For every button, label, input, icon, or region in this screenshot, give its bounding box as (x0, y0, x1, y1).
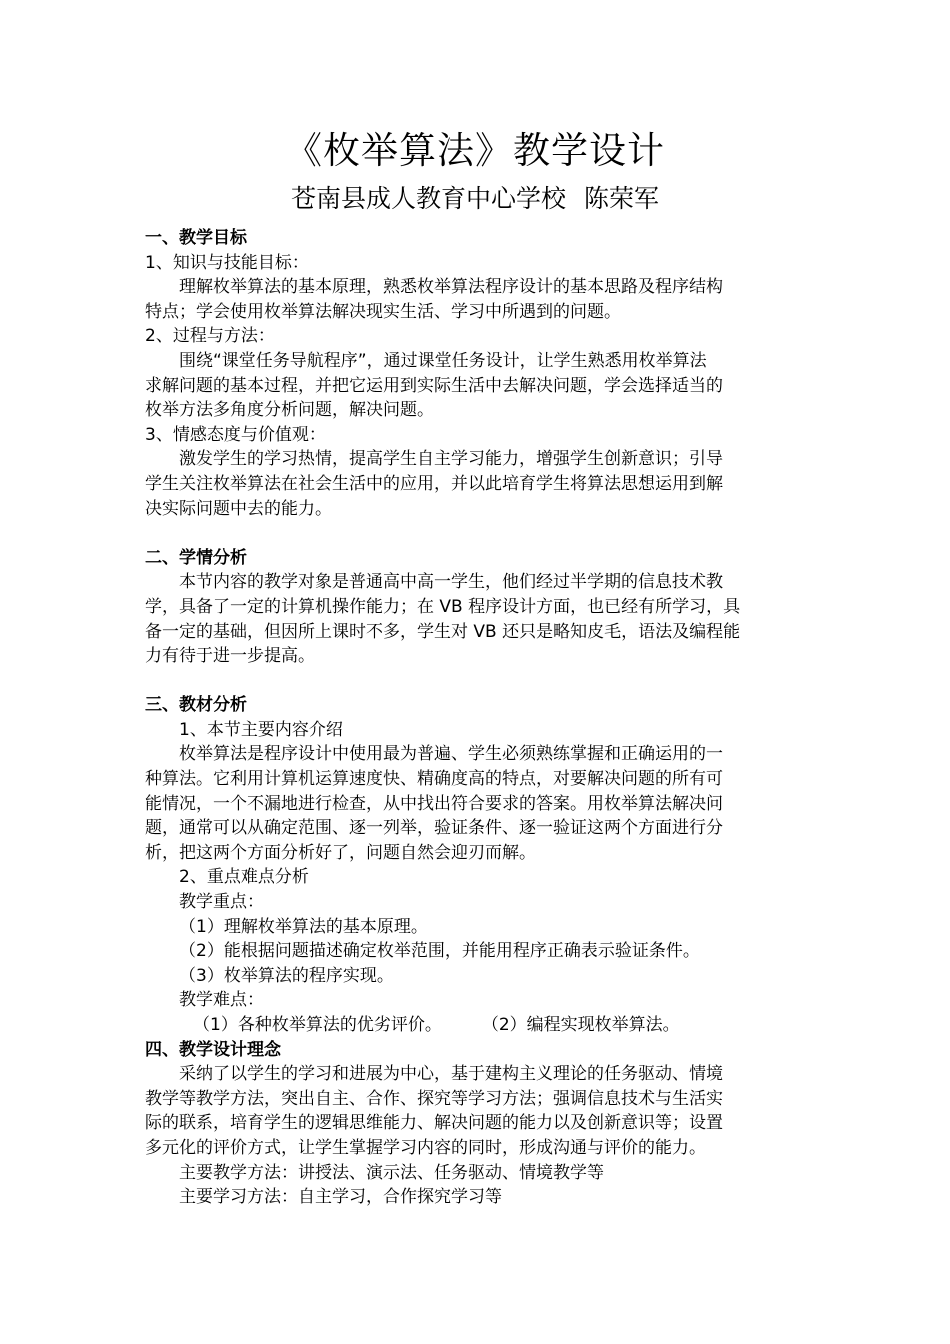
paragraph-line: 学，具备了一定的计算机操作能力；在 VB 程序设计方面，也已经有所学习，具 (145, 596, 741, 617)
paragraph-line: 种算法。它利用计算机运算速度快、精确度高的特点，对要解决问题的所有可 (145, 769, 723, 790)
section-heading-3: 三、教材分析 (145, 695, 247, 716)
paragraph-line: 枚举方法多角度分析问题，解决问题。 (145, 400, 434, 421)
label-line: 教学难点： (179, 990, 264, 1011)
author-line (0, 180, 950, 218)
list-item: （1）各种枚举算法的优劣评价。 (193, 1015, 442, 1035)
subheading: 2、重点难点分析 (179, 867, 309, 888)
paragraph-line: 能情况，一个不漏地进行检查，从中找出符合要求的答案。用枚举算法解决问 (145, 793, 723, 814)
paragraph-line: 枚举算法是程序设计中使用最为普遍、学生必须熟练掌握和正确运用的一 (179, 744, 723, 765)
document-body (145, 226, 810, 1210)
paragraph-line: 多元化的评价方式，让学生掌握学习内容的同时，形成沟通与评价的能力。 (145, 1137, 706, 1158)
list-item-pair (145, 1013, 810, 1038)
section-heading-4: 四、教学设计理念 (145, 1039, 281, 1060)
label-line: 教学重点： (179, 892, 264, 913)
paragraph-line: 析，把这两个方面分析好了，问题自然会迎刃而解。 (145, 842, 536, 863)
paragraph-line: 采纳了以学生的学习和进展为中心，基于建构主义理论的任务驱动、情境 (179, 1064, 723, 1085)
document-title: 《枚举算法》教学设计 (285, 129, 665, 172)
paragraph-line: 决实际问题中去的能力。 (145, 498, 332, 519)
subheading: 1、本节主要内容介绍 (179, 719, 343, 740)
subheading: 2、过程与方法： (145, 326, 275, 347)
paragraph-line: 学生关注枚举算法在社会生活中的应用，并以此培育学生将算法思想运用到解 (145, 473, 723, 494)
paragraph-line: 题，通常可以从确定范围、逐一列举，验证条件、逐一验证这两个方面进行分 (145, 818, 723, 839)
section-heading-1: 一、教学目标 (145, 228, 247, 248)
paragraph-line: 本节内容的教学对象是普通高中高一学生，他们经过半学期的信息技术教 (179, 572, 723, 593)
paragraph-line: 求解问题的基本过程，并把它运用到实际生活中去解决问题，学会选择适当的 (145, 375, 723, 396)
paragraph-line: 主要学习方法：自主学习，合作探究学习等 (179, 1187, 502, 1208)
paragraph-line: 特点；学会使用枚举算法解决现实生活、学习中所遇到的问题。 (145, 301, 621, 322)
subheading: 1、知识与技能目标： (145, 252, 309, 273)
paragraph-line: 力有待于进一步提高。 (145, 646, 315, 667)
paragraph-line: 主要教学方法：讲授法、演示法、任务驱动、情境教学等 (179, 1162, 604, 1183)
paragraph-line: 际的联系，培育学生的逻辑思维能力、解决问题的能力以及创新意识等；设置 (145, 1113, 723, 1134)
list-item: （2）编程实现枚举算法。 (481, 1015, 680, 1035)
list-item: （2）能根据问题描述确定枚举范围，并能用程序正确表示验证条件。 (179, 941, 700, 962)
author-name: 陈荣军 (584, 184, 660, 213)
paragraph-line: 激发学生的学习热情，提高学生自主学习能力，增强学生创新意识；引导 (179, 449, 723, 470)
paragraph-line: 理解枚举算法的基本原理，熟悉枚举算法程序设计的基本思路及程序结构 (179, 277, 723, 298)
paragraph-line: 教学等教学方法，突出自主、合作、探究等学习方法；强调信息技术与生活实 (145, 1088, 723, 1109)
paragraph-line: 围绕“课堂任务导航程序”，通过课堂任务设计，让学生熟悉用枚举算法 (179, 350, 707, 371)
section-heading-2: 二、学情分析 (145, 547, 247, 568)
paragraph-line: 备一定的基础，但因所上课时不多，学生对 VB 还只是略知皮毛，语法及编程能 (145, 621, 741, 642)
list-item: （1）理解枚举算法的基本原理。 (179, 916, 428, 937)
list-item: （3）枚举算法的程序实现。 (179, 965, 394, 986)
author-org: 苍南县成人教育中心学校 (290, 184, 566, 213)
subheading: 3、情感态度与价值观： (145, 424, 326, 445)
